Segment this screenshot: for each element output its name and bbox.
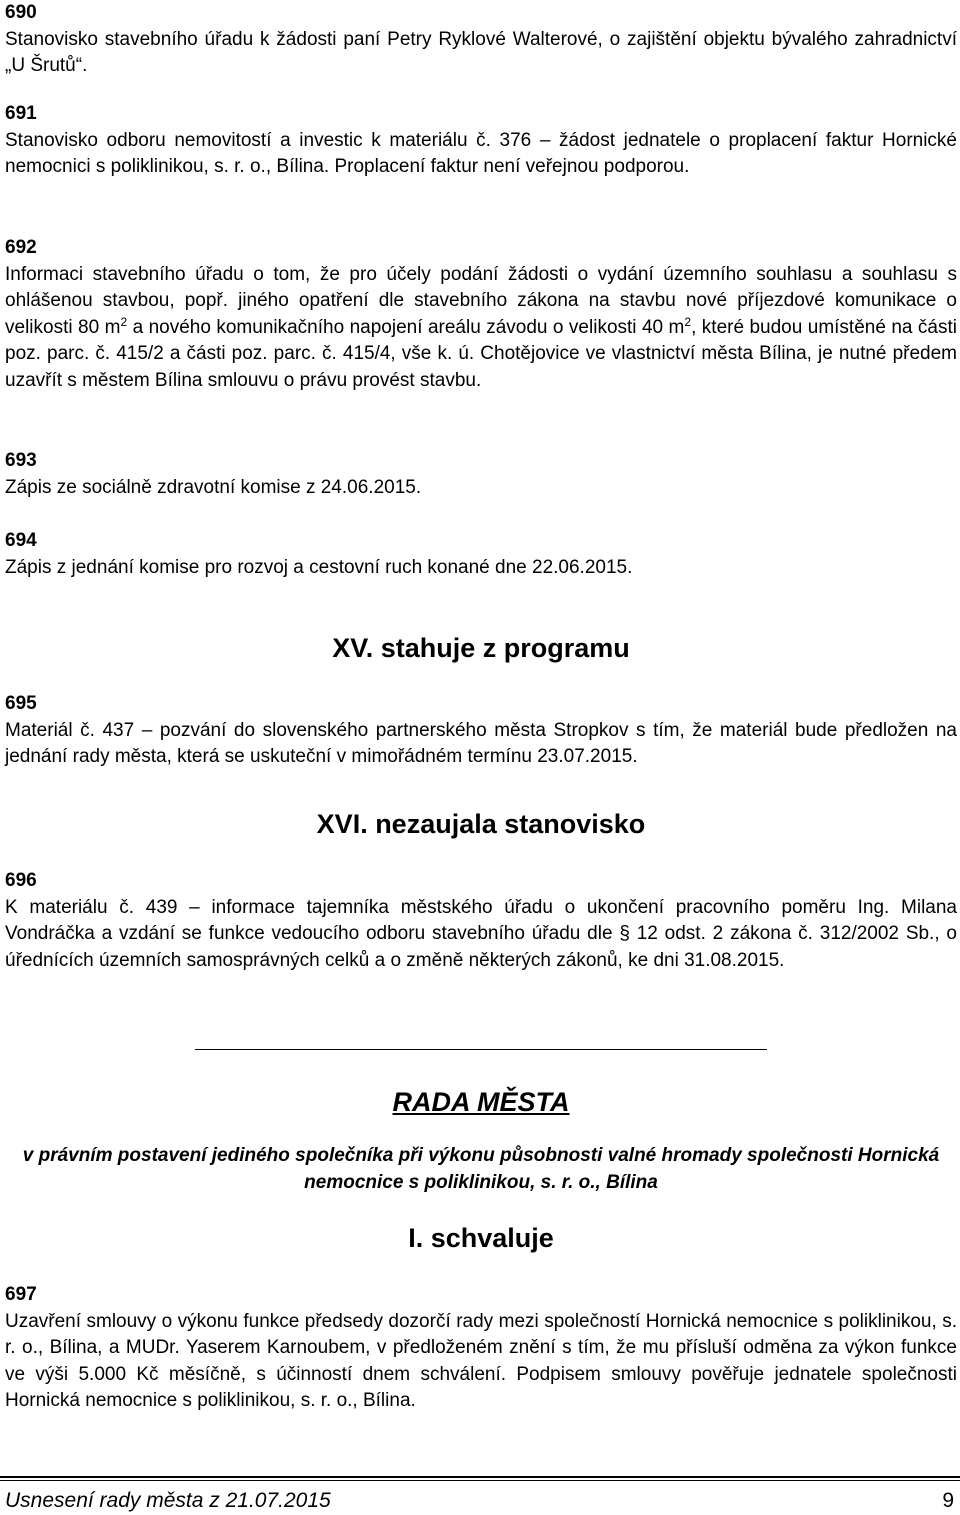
resolution-text: Zápis z jednání komise pro rozvoj a cestovní ruch konané dne 22.06.2015. <box>5 556 633 578</box>
text-part: Informaci stavebního úřadu o tom, že pro účely podání žádosti o vydání územního souhlasu a souhlasu s ohlášenou stavbou, popř. jiného opatření dle stavebního zákona na stavbu nové příjezdové komunikace o velikosti 80 m <box>5 263 957 338</box>
resolution-text: Materiál č. 437 – pozvání do slovenského partnerského města Stropkov s tím, že materiál bude předložen na jednání rady města, která se uskuteční v mimořádném termínu 23.07.2015. <box>5 719 957 767</box>
section-heading-schvaluje: I. schvaluje <box>408 1223 554 1253</box>
resolution-number: 696 <box>5 870 37 891</box>
footer-rule-thin <box>0 1480 960 1481</box>
rada-mesta-subtitle: v právním postavení jediného společníka při výkonu působnosti valné hromady společnosti Hornická nemocnice s poliklinikou, s. r. o., Bílina <box>22 1145 940 1193</box>
resolution-692 <box>5 235 957 394</box>
resolution-text <box>5 262 957 395</box>
resolution-number: 692 <box>5 237 37 258</box>
resolution-text: K materiálu č. 439 – informace tajemníka městského úřadu o ukončení pracovního poměru Ing. Milana Vondráčka a vzdání se funkce vedoucího odboru stavebního úřadu dle § 12 odst. 2 zákona č. 312/2002 Sb., o úřednících územních samosprávných celků a o změně některých zákonů, ke dni 31.08.2015. <box>5 896 957 971</box>
resolution-697 <box>5 1282 957 1415</box>
page-number: 9 <box>942 1489 954 1512</box>
resolution-text: Uzavření smlouvy o výkonu funkce předsedy dozorčí rady mezi společností Hornická nemocnice s poliklinikou, s. r. o., Bílina, a MUDr. Yaserem Karnoubem, v předloženém znění s tím, že mu přísluší odměna za výkon funkce ve výši 5.000 Kč měsíčně, s účinností dnem schválení. Podpisem smlouvy pověřuje jednatele společnosti Hornická nemocnice s poliklinikou, s. r. o., Bílina. <box>5 1310 957 1411</box>
rada-mesta-title: RADA MĚSTA <box>392 1087 570 1117</box>
resolution-number: 690 <box>5 2 37 23</box>
resolution-696 <box>5 868 957 974</box>
resolution-number: 694 <box>5 530 37 551</box>
text-part: a nového komunikačního napojení areálu závodu o velikosti 40 m <box>127 316 685 338</box>
resolution-694 <box>5 528 957 581</box>
resolution-number: 691 <box>5 103 37 124</box>
superscript: 2 <box>684 314 692 329</box>
resolution-text: Stanovisko stavebního úřadu k žádosti paní Petry Ryklové Walterové, o zajištění objektu bývalého zahradnictví „U Šrutů“. <box>5 28 957 76</box>
superscript: 2 <box>120 314 128 329</box>
footer-title: Usnesení rady města z 21.07.2015 <box>5 1489 331 1512</box>
resolution-number: 697 <box>5 1284 37 1305</box>
resolution-number: 695 <box>5 693 37 714</box>
resolution-text: Stanovisko odboru nemovitostí a investic k materiálu č. 376 – žádost jednatele o proplacení faktur Hornické nemocnici s poliklinikou, s. r. o., Bílina. Proplacení faktur není veřejnou podporou. <box>5 129 957 177</box>
resolution-691 <box>5 101 957 181</box>
resolution-text: Zápis ze sociálně zdravotní komise z 24.06.2015. <box>5 476 422 498</box>
resolution-number: 693 <box>5 450 37 471</box>
resolution-693 <box>5 448 957 501</box>
resolution-690 <box>5 0 957 80</box>
resolution-695 <box>5 691 957 771</box>
section-divider <box>195 1049 767 1050</box>
text-part: , které budou umístěné na části poz. parc. č. 415/2 a části poz. parc. č. 415/4, vše k. ú. Chotějovice ve vlastnictví města Bílina, je nutné předem uzavřít s městem Bílina smlouvu o právu provést stavbu. <box>5 316 957 391</box>
footer-rule <box>0 1476 960 1478</box>
section-heading-xv: XV. stahuje z programu <box>332 633 630 663</box>
section-heading-xvi: XVI. nezaujala stanovisko <box>316 809 646 839</box>
